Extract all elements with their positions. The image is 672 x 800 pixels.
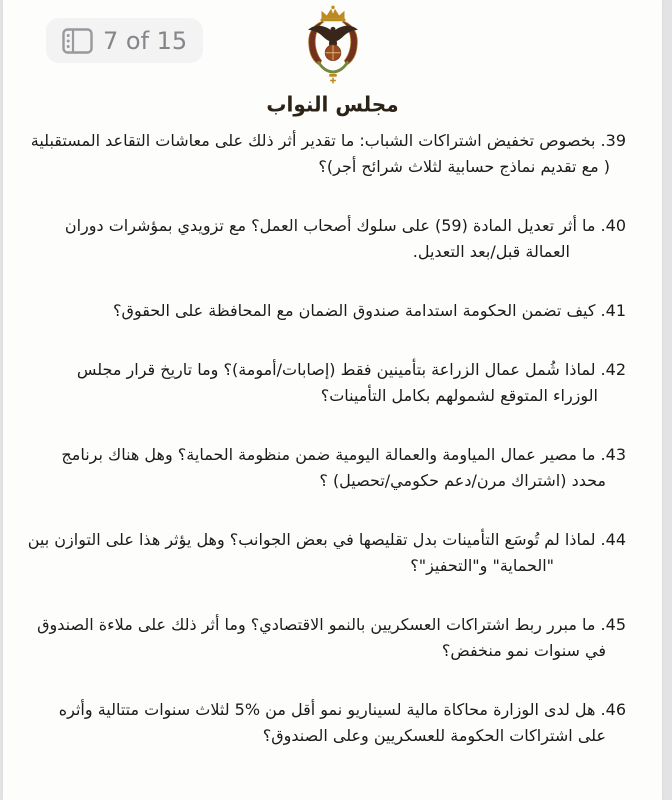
question-45 bbox=[37, 612, 626, 664]
question-line: 39. بخصوص تخفيض اشتراكات الشباب: ما تقدير أثر ذلك على معاشات التقاعد المستقبلية bbox=[30, 131, 626, 150]
question-line: في سنوات نمو منخفض؟ bbox=[441, 641, 606, 660]
question-line: محدد (اشتراك مرن/دعم حكومي/تحصيل) ؟ bbox=[319, 471, 606, 490]
page-thumbnails-icon bbox=[62, 28, 93, 54]
question-41 bbox=[61, 298, 626, 324]
page-indicator-label: 7 of 15 bbox=[103, 26, 188, 55]
document-page bbox=[3, 0, 662, 800]
question-line: 43. ما مصير عمال المياومة والعمالة اليومية ضمن منظومة الحماية؟ وهل هناك برنامج bbox=[61, 445, 626, 464]
question-46 bbox=[58, 697, 626, 749]
question-line: 44. لماذا لم تُوسَع التأمينات بدل تقليصها في بعض الجوانب؟ وهل يؤثر هذا على التوازن بين bbox=[27, 530, 626, 549]
org-name-calligraphy: مجلس النواب bbox=[266, 91, 399, 117]
question-line: 42. لماذا شُمل عمال الزراعة بتأمينين فقط (إصابات/أمومة)؟ وما تاريخ قرار مجلس bbox=[76, 360, 626, 379]
question-line: 41. كيف تضمن الحكومة استدامة صندوق الضمان مع المحافظة على الحقوق؟ bbox=[113, 301, 626, 320]
question-line: ( مع تقديم نماذج حسابية لثلاث شرائح أجر)؟ bbox=[318, 157, 610, 176]
question-line: 40. ما أثر تعديل المادة (59) على سلوك أصحاب العمل؟ مع تزويدي بمؤشرات دوران bbox=[64, 216, 626, 235]
question-line: الوزراء المتوقع لشمولهم بكامل التأمينات؟ bbox=[320, 386, 598, 405]
jordan-coat-of-arms-emblem bbox=[285, 4, 381, 92]
question-39 bbox=[30, 128, 626, 180]
page-indicator-pill[interactable] bbox=[46, 18, 203, 63]
question-line: على اشتراكات الحكومة للعسكريين وعلى الصندوق؟ bbox=[262, 726, 606, 745]
questions-list bbox=[27, 128, 626, 749]
question-42 bbox=[61, 357, 626, 409]
question-43 bbox=[61, 442, 626, 494]
question-line: 45. ما مبرر ربط اشتراكات العسكريين بالنمو الاقتصادي؟ وما أثر ذلك على ملاءة الصندوق bbox=[37, 615, 626, 634]
question-line: "الحماية" و"التحفيز"؟ bbox=[410, 556, 554, 575]
question-40 bbox=[61, 213, 626, 265]
question-line: 46. هل لدى الوزارة محاكاة مالية لسيناريو نمو أقل من %5 لثلاث سنوات متتالية وأثره bbox=[58, 700, 626, 719]
question-line: العمالة قبل/بعد التعديل. bbox=[412, 242, 570, 261]
question-44 bbox=[27, 527, 626, 579]
